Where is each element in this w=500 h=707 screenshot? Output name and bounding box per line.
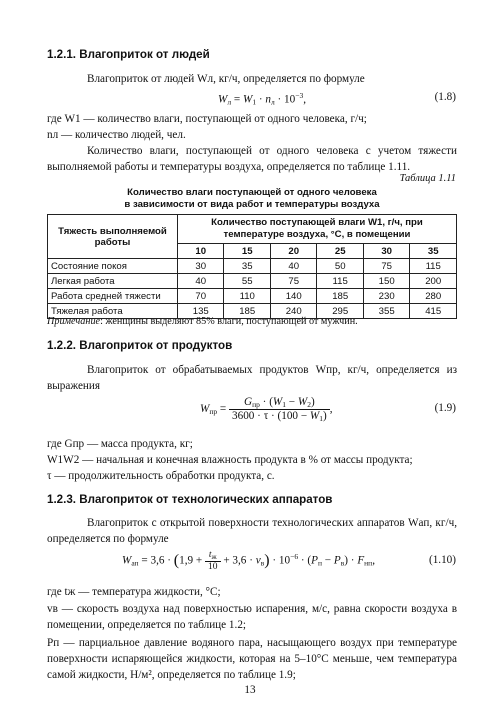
table-cell: 30	[178, 259, 224, 274]
table-cell: 295	[317, 304, 363, 319]
table-cell: 75	[363, 259, 409, 274]
table-label: Таблица 1.11	[399, 173, 456, 184]
table-cell: 230	[363, 289, 409, 304]
temp-header: 20	[270, 244, 316, 259]
table-cell: 135	[178, 304, 224, 319]
temp-header: 10	[178, 244, 224, 259]
table-cell: 115	[317, 274, 363, 289]
intro-1-2-2: Влагоприток от обрабатываемых продуктов Wпр, кг/ч, определяется из выражения	[47, 364, 457, 392]
paragraph-1-2-1: Количество влаги, поступающей от одного человека с учетом тяжести выполняемой работы и температуры воздуха, определяется по таблице 1.11.	[47, 145, 457, 173]
formula-1-8: $W_л = W_1 \cdot n_л \cdot 10^{-3}$,	[218, 91, 307, 107]
temp-header: 25	[317, 244, 363, 259]
table-cell: 75	[270, 274, 316, 289]
equation-number-1-10: (1.10)	[428, 554, 456, 566]
where-vv: vв — скорость воздуха над поверхностью испарения, м/с, равна скорости воздуха в помещении, определяется по таблице 1.2;	[47, 603, 457, 631]
table-row	[48, 274, 457, 289]
table-cell: 55	[224, 274, 270, 289]
equation-number-1-8: (1.8)	[434, 91, 456, 103]
equation-number-1-9: (1.9)	[434, 402, 456, 414]
table-note	[47, 316, 358, 327]
where-tau: τ — продолжительность обработки продукта, с.	[47, 470, 275, 482]
note-text: : женщины выделяют 85% влаги, поступающей от мужчин.	[100, 316, 358, 327]
table-cell: 40	[178, 274, 224, 289]
table-cell: 185	[317, 289, 363, 304]
intro-1-2-3: Влагоприток с открытой поверхности технологических аппаратов Wап, кг/ч, определяется по формуле	[47, 517, 457, 545]
table-group-header: Количество поступающей влаги W1, г/ч, при температуре воздуха, °С, в помещении	[178, 215, 457, 244]
intro-1-2-1: Влагоприток от людей Wл, кг/ч, определяется по формуле	[87, 73, 365, 85]
where-tzh: где tж — температура жидкости, °С;	[47, 586, 221, 598]
section-title-1-2-1: 1.2.1. Влагоприток от людей	[47, 48, 210, 61]
table-row	[48, 289, 457, 304]
temp-header: 30	[363, 244, 409, 259]
table-col-header-work: Тяжесть выполняемой работы	[48, 215, 178, 259]
table-cell: 240	[270, 304, 316, 319]
table-row	[48, 259, 457, 274]
where-pp: Pп — парциальное давление водяного пара, насыщающего воздух при температуре поверхности испаряющейся жидкости, которая на 5–10°С меньше, чем температура самой жидкости, Н/м², определяется по таблице 1.9;	[47, 637, 457, 681]
table-cell: 185	[224, 304, 270, 319]
page-number: 13	[244, 684, 256, 696]
table-cell: 415	[410, 304, 457, 319]
table-cell: 200	[410, 274, 457, 289]
table-cell: 140	[270, 289, 316, 304]
table-cell: 110	[224, 289, 270, 304]
section-title-1-2-3: 1.2.3. Влагоприток от технологических аппаратов	[47, 493, 333, 506]
table-cell: 40	[270, 259, 316, 274]
row-label: Работа средней тяжести	[48, 289, 178, 304]
where-w1w2: W1W2 — начальная и конечная влажность продукта в % от массы продукта;	[47, 454, 413, 466]
table-cell: 115	[410, 259, 457, 274]
table-cell: 355	[363, 304, 409, 319]
data-table	[47, 214, 457, 319]
section-title-1-2-2: 1.2.2. Влагоприток от продуктов	[47, 339, 233, 352]
formula-1-10: $W_{ап} = 3,6 \cdot (1,9$ + $\frac{t_ж}{10}$ + $3,6 \cdot v_в) \cdot 10^{-6} \cdot (P_п - P_в) \cdot F_{нп}$,	[122, 550, 375, 572]
row-label: Легкая работа	[48, 274, 178, 289]
table-cell: 35	[224, 259, 270, 274]
temp-header: 15	[224, 244, 270, 259]
table-cell: 50	[317, 259, 363, 274]
table-cell: 150	[363, 274, 409, 289]
where-gpr: где Gпр — масса продукта, кг;	[47, 438, 193, 450]
table-cell: 280	[410, 289, 457, 304]
temp-header: 35	[410, 244, 457, 259]
table-caption: Количество влаги поступающей от одного человека в зависимости от вида работ и температуры воздуха	[124, 187, 380, 210]
table-cell: 70	[178, 289, 224, 304]
where-n: nл — количество людей, чел.	[47, 129, 186, 141]
row-label: Состояние покоя	[48, 259, 178, 274]
note-label: Примечание	[47, 316, 101, 327]
formula-1-9: $W_{пр}$ = $\frac{G_{пр} \cdot (W_1 - W_2)}{3600 \cdot \tau \cdot (100 - W_1)}$ ,	[200, 396, 333, 423]
row-label: Тяжелая работа	[48, 304, 178, 319]
where-w1: где W1 — количество влаги, поступающей от одного человека, г/ч;	[47, 113, 367, 125]
